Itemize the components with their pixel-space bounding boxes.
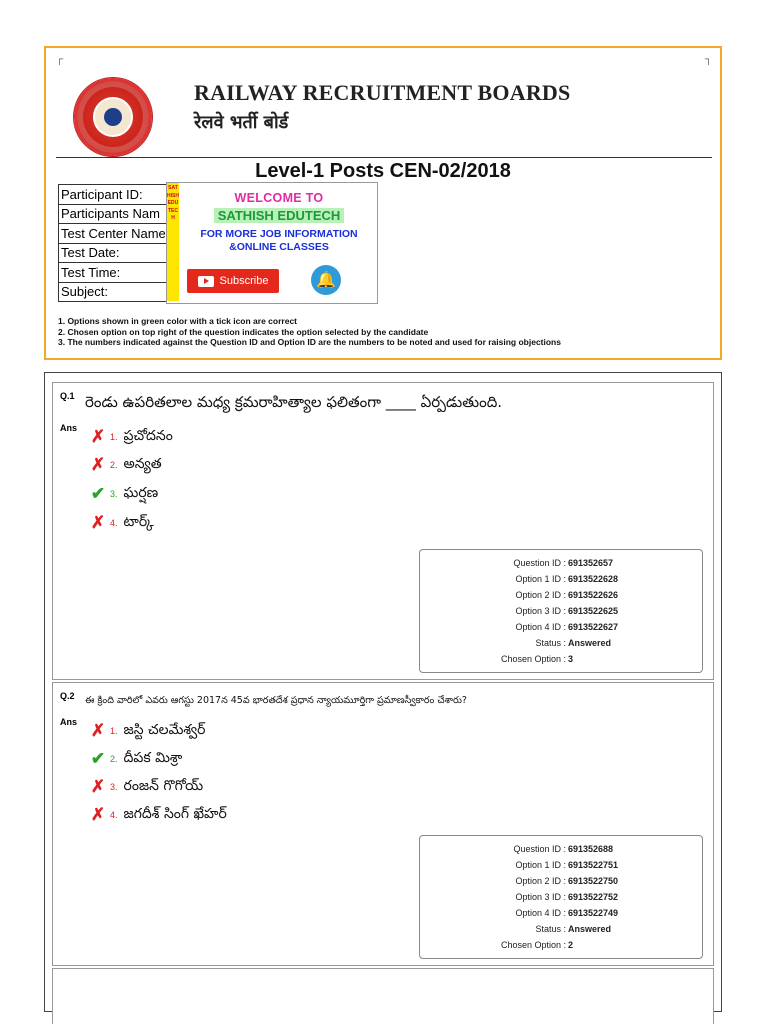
cross-icon: ✗ (90, 777, 106, 796)
info-test-date: Test Date: (59, 243, 169, 263)
option-text: జగదీశ్ సింగ్ ఖేహర్ (123, 805, 227, 822)
subscribe-label: Subscribe (219, 275, 269, 287)
instructions-notes (58, 316, 561, 348)
option-number: 3. (110, 489, 118, 499)
question-meta-box (419, 549, 703, 673)
cross-icon: ✗ (90, 805, 106, 824)
meta-option-4-id: Option 4 ID : 6913522749 (515, 908, 619, 918)
question-text: రెండు ఉపరితలాల మధ్య క్రమరాహిత్యాల ఫలితంగా ____ ఏర్పడుతుంది. (85, 393, 503, 411)
option-number: 4. (110, 810, 118, 820)
participant-info-table (58, 184, 169, 302)
header-divider (56, 157, 712, 158)
meta-option-1-id: Option 1 ID : 6913522628 (515, 574, 619, 584)
corner-mark-left: ┌ (56, 54, 64, 65)
info-participant-id: Participant ID: (59, 185, 169, 205)
question-number: Q.1 (60, 391, 75, 401)
youtube-play-icon (198, 276, 214, 287)
answer-label: Ans (60, 423, 78, 433)
meta-chosen-option: Chosen Option : 3 (500, 654, 574, 664)
cross-icon: ✗ (90, 513, 106, 532)
option-text: ప్రచోదనం (123, 427, 173, 444)
meta-option-2-id: Option 2 ID : 6913522750 (515, 876, 619, 886)
option-text: జస్టి చలమేశ్వర్ (123, 721, 206, 738)
meta-option-4-id: Option 4 ID : 6913522627 (515, 622, 619, 632)
note-1: 1. Options shown in green color with a tick icon are correct (58, 316, 297, 326)
option-number: 3. (110, 782, 118, 792)
exam-title: Level-1 Posts CEN-02/2018 (255, 160, 511, 182)
info-test-center: Test Center Name (59, 224, 169, 244)
meta-option-1-id: Option 1 ID : 6913522751 (515, 860, 619, 870)
meta-option-3-id: Option 3 ID : 6913522752 (515, 892, 619, 902)
question-text: ఈ క్రింది వారిలో ఎవరు ఆగస్టు 2017న 45వ భారతదేశ ప్రధాన న్యాయమూర్తిగా ప్రమాణస్వీకారం చేశారు? (85, 695, 467, 706)
cross-icon: ✗ (90, 427, 106, 446)
option-2 (89, 749, 182, 769)
subscribe-button[interactable] (187, 269, 279, 293)
option-1 (89, 721, 205, 741)
info-subject: Subject: (59, 282, 169, 302)
option-number: 2. (110, 460, 118, 470)
meta-status: Status : Answered (535, 924, 612, 934)
option-text: అన్యత (123, 455, 162, 472)
org-name-english: RAILWAY RECRUITMENT BOARDS (194, 80, 571, 105)
tick-icon: ✔ (90, 749, 106, 768)
option-3 (89, 777, 203, 797)
option-number: 1. (110, 432, 118, 442)
option-4 (89, 513, 154, 533)
option-number: 4. (110, 518, 118, 528)
banner-side-text: SATHISHEDUTECH (167, 183, 179, 301)
question-meta-box (419, 835, 703, 959)
info-participant-name: Participants Nam (59, 204, 169, 224)
option-text: ఘర్షణ (123, 484, 159, 501)
option-3 (89, 484, 158, 504)
note-3: 3. The numbers indicated against the Question ID and Option ID are the numbers to be noted and used for raising objections (58, 337, 561, 347)
option-2 (89, 455, 162, 475)
promo-banner[interactable] (166, 182, 378, 304)
corner-mark-right: ┐ (704, 54, 712, 65)
option-1 (89, 427, 173, 447)
question-number: Q.2 (60, 691, 75, 701)
option-text: దీపక మిశ్రా (123, 749, 183, 766)
tick-icon: ✔ (90, 484, 106, 503)
option-number: 1. (110, 726, 118, 736)
exam-header-card (44, 46, 722, 360)
question-card (52, 682, 714, 966)
org-name-hindi: रेलवे भर्ती बोर्ड (194, 112, 289, 133)
meta-chosen-option: Chosen Option : 2 (500, 940, 574, 950)
option-text: టార్క్ (123, 513, 154, 530)
option-number: 2. (110, 754, 118, 764)
question-card-partial (52, 968, 714, 1024)
indian-railways-emblem-icon (74, 78, 152, 156)
meta-status: Status : Answered (535, 638, 612, 648)
meta-option-3-id: Option 3 ID : 6913522625 (515, 606, 619, 616)
meta-question-id: Question ID : 691352688 (513, 844, 614, 854)
banner-line-1: FOR MORE JOB INFORMATION (200, 228, 358, 240)
answer-label: Ans (60, 717, 78, 727)
info-test-time: Test Time: (59, 263, 169, 283)
banner-welcome: WELCOME TO (234, 191, 324, 205)
note-2: 2. Chosen option on top right of the question indicates the option selected by the candidate (58, 326, 429, 337)
meta-question-id: Question ID : 691352657 (513, 558, 614, 568)
banner-brand: SATHISH EDUTECH (214, 208, 345, 223)
option-text: రంజన్ గొగోయ్ (123, 777, 204, 794)
cross-icon: ✗ (90, 721, 106, 740)
question-card (52, 382, 714, 680)
bell-icon[interactable]: 🔔 (311, 265, 341, 295)
option-4 (89, 805, 227, 825)
cross-icon: ✗ (90, 455, 106, 474)
banner-line-2: &ONLINE CLASSES (229, 241, 329, 253)
meta-option-2-id: Option 2 ID : 6913522626 (515, 590, 619, 600)
